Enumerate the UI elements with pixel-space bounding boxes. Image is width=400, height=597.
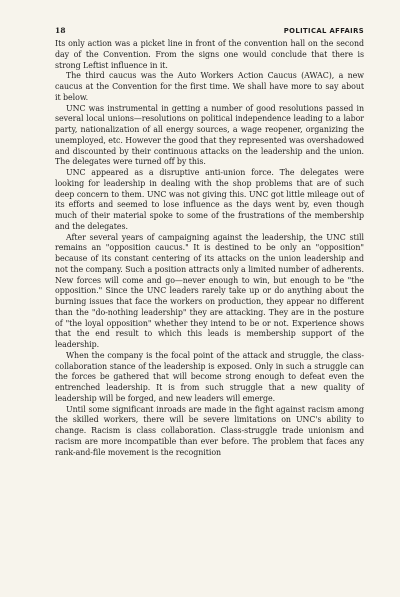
paragraph: Until some significant inroads are made in the fight against racism among the skilled workers, there will be severe limitations on UNC's ability to change. Racism is class collaboration. Class-struggle trade unionism and racism are more incompatible than ever before. The problem that faces any rank-and-file movement is the recognition (55, 404, 364, 457)
paragraph: When the company is the focal point of the attack and struggle, the class-collaboration stance of the leadership is exposed. Only in such a struggle can the forces be gathered that will become strong enough to defeat even the entrenched leadership. It is from such struggle that a new quality of leadership will be forged, and new leaders will emerge. (55, 350, 364, 403)
article-body (55, 39, 364, 458)
paragraph: UNC was instrumental in getting a number of good resolutions passed in several local unions—resolutions on political independence leading to a labor party, nationalization of all energy sources, a wage reopener, organizing the unemployed, etc. However the good that they represented was overshadowed and discounted by their continuous attacks on the leadership and the union. The delegates were turned off by this. (55, 103, 364, 167)
page-number: 18 (55, 26, 66, 35)
running-head (55, 26, 364, 36)
paragraph: After several years of campaigning against the leadership, the UNC still remains an "opposition caucus." It is destined to be only an "opposition" because of its constant centering of its attacks on the union leadership and not the company. Such a position attracts only a limited number of adherents. New forces will come and go—never enough to win, but enough to be "the opposition." Since the UNC leaders rarely take up or do anything about the burning issues that face the workers on production, they appear no different than the "do-nothing leadership" they are attacking. They are in the posture of "the loyal opposition" whether they intend to be or not. Experience shows that the end result to which this leads is membership support of the leadership. (55, 232, 364, 349)
paragraph: The third caucus was the Auto Workers Action Caucus (AWAC), a new caucus at the Convention for the first time. We shall have more to say about it below. (55, 71, 364, 102)
paragraph: Its only action was a picket line in front of the convention hall on the second day of the Convention. From the signs one would conclude that there is strong Leftist influence in it. (55, 39, 364, 70)
paragraph: UNC appeared as a disruptive anti-union force. The delegates were looking for leadership in dealing with the shop problems that are of such deep concern to them. UNC was not giving this. UNC got little mileage out of its efforts and seemed to lose influence as the days went by, even though much of their material spoke to some of the frustrations of the membership and the delegates. (55, 168, 364, 231)
journal-title: POLITICAL AFFAIRS (283, 27, 364, 35)
